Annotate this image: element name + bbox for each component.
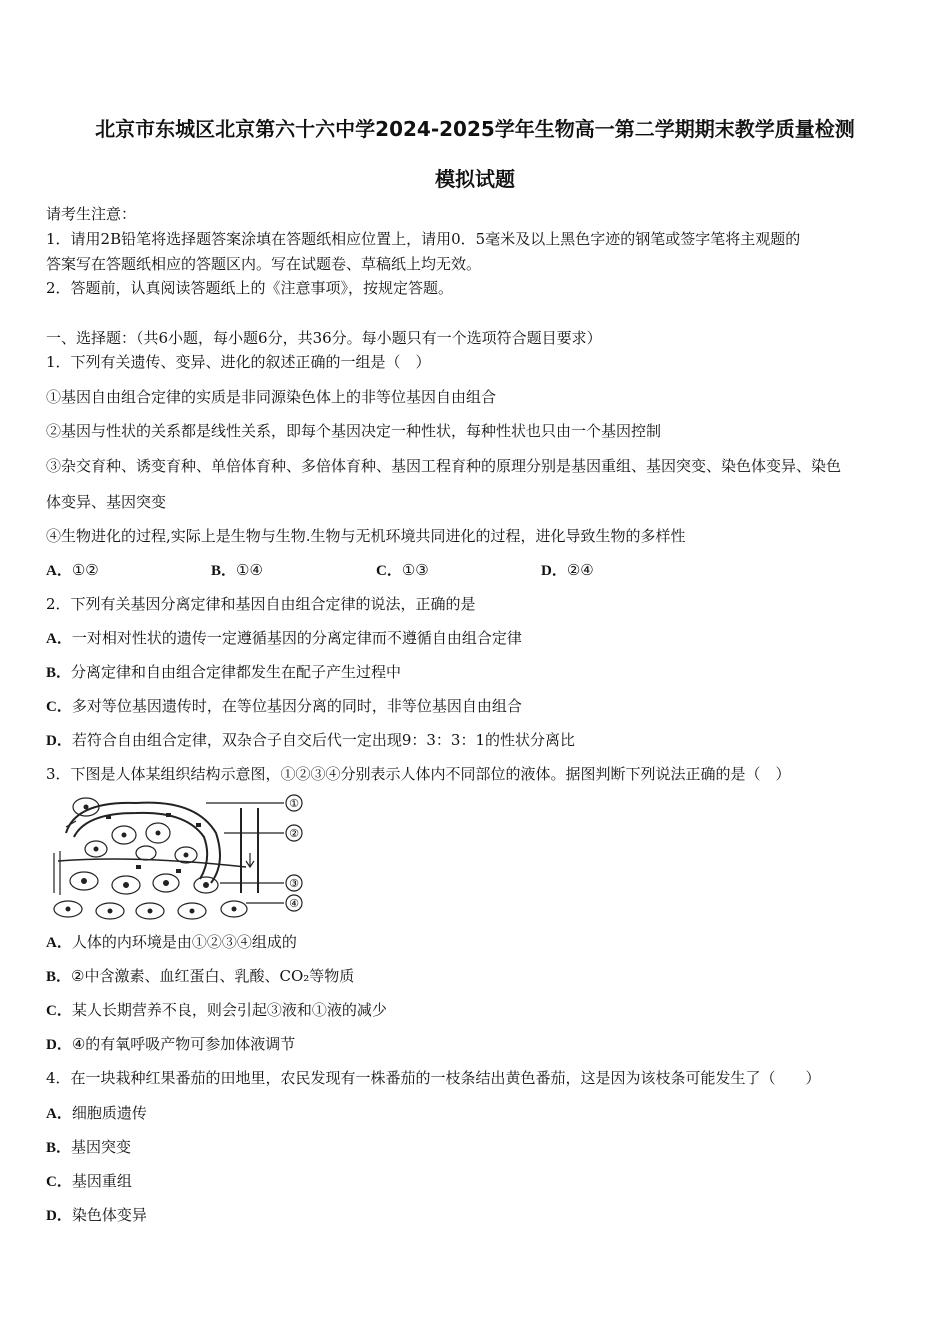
section-heading: 一、选择题：（共6小题，每小题6分，共36分。每小题只有一个选项符合题目要求） [46,329,602,347]
option-text: 染色体变异 [71,1206,147,1224]
q4-option-b[interactable] [46,1136,131,1157]
option-text: 基因突变 [71,1138,132,1156]
notice-item-1b: 答案写在答题纸相应的答题区内。写在试题卷、草稿纸上均无效。 [46,255,482,273]
notice-heading: 请考生注意： [46,205,137,223]
option-label: A． [46,563,72,579]
q3-option-b[interactable] [46,965,354,986]
option-text: 若符合自由组合定律，双杂合子自交后代一定出现9：3：3：1的性状分离比 [71,731,576,749]
q1-option-a[interactable] [46,559,99,580]
q3-option-a[interactable] [46,931,297,952]
q1-option-b[interactable] [211,559,263,580]
option-text: ②中含激素、血红蛋白、乳酸、CO₂等物质 [71,967,355,985]
option-label: D． [541,563,567,579]
option-label: B． [46,665,72,681]
option-text: 一对相对性状的遗传一定遵循基因的分离定律而不遵循自由组合定律 [71,629,522,647]
option-text: 基因重组 [71,1172,132,1190]
option-text: 某人长期营养不良，则会引起③液和①液的减少 [71,1001,387,1019]
option-label: D． [46,1208,72,1224]
tissue-diagram [46,793,316,923]
option-label: A． [46,935,72,951]
option-label: B． [46,969,72,985]
q1-option-c[interactable] [376,559,429,580]
option-label: B． [46,1140,72,1156]
q4-option-c[interactable] [46,1170,132,1191]
q3-option-d[interactable] [46,1033,295,1054]
diagram-label-4: ④ [289,897,299,910]
option-label: C． [46,1003,72,1019]
q3-stem: 3．下图是人体某组织结构示意图，①②③④分别表示人体内不同部位的液体。据图判断下列说法正确的是（ ） [46,765,791,783]
option-text: 分离定律和自由组合定律都发生在配子产生过程中 [71,663,402,681]
q1-statement-4: ④生物进化的过程,实际上是生物与生物.生物与无机环境共同进化的过程，进化导致生物的多样性 [46,527,686,545]
q1-statement-3a: ③杂交育种、诱变育种、单倍体育种、多倍体育种、基因工程育种的原理分别是基因重组、基因突变、染色体变异、染色 [46,457,842,475]
diagram-label-1: ① [289,797,299,810]
option-label: C． [46,1174,72,1190]
page-title: 北京市东城区北京第六十六中学2024-2025学年生物高一第二学期期末教学质量检测 [95,117,855,141]
q4-option-a[interactable] [46,1102,147,1123]
option-label: B． [211,563,237,579]
q2-option-c[interactable] [46,695,522,716]
q2-option-b[interactable] [46,661,401,682]
option-label: D． [46,1037,72,1053]
option-label: A． [46,1106,72,1122]
q2-stem: 2．下列有关基因分离定律和基因自由组合定律的说法，正确的是 [46,595,476,613]
option-text: 多对等位基因遗传时，在等位基因分离的同时，非等位基因自由组合 [71,697,522,715]
option-label: C． [46,699,72,715]
q2-option-a[interactable] [46,627,522,648]
diagram-label-3: ③ [289,877,299,890]
q1-option-d[interactable] [541,559,594,580]
option-text: ②④ [566,561,594,579]
option-text: ④的有氧呼吸产物可参加体液调节 [71,1035,296,1053]
q4-stem: 4．在一块栽种红果番茄的田地里，农民发现有一株番茄的一枝条结出黄色番茄，这是因为该枝条可能发生了（ ） [46,1069,821,1087]
option-text: ①④ [236,561,263,579]
page-subtitle: 模拟试题 [435,167,515,191]
option-label: C． [376,563,402,579]
q1-statement-2: ②基因与性状的关系都是线性关系，即每个基因决定一种性状，每种性状也只由一个基因控制 [46,422,662,440]
option-label: A． [46,631,72,647]
option-text: ①③ [401,561,429,579]
q1-stem: 1．下列有关遗传、变异、进化的叙述正确的一组是（ ） [46,353,431,371]
option-label: D． [46,733,72,749]
q2-option-d[interactable] [46,729,575,750]
q1-statement-1: ①基因自由组合定律的实质是非同源染色体上的非等位基因自由组合 [46,388,497,406]
notice-item-2: 2．答题前，认真阅读答题纸上的《注意事项》，按规定答题。 [46,279,454,297]
option-text: ①② [71,561,99,579]
notice-item-1a: 1．请用2B铅笔将选择题答案涂填在答题纸相应位置上，请用0．5毫米及以上黑色字迹的钢笔或签字笔将主观题的 [46,230,801,248]
q3-option-c[interactable] [46,999,387,1020]
q1-statement-3b: 体变异、基因突变 [46,493,167,511]
option-text: 人体的内环境是由①②③④组成的 [71,933,297,951]
q4-option-d[interactable] [46,1204,147,1225]
option-text: 细胞质遗传 [71,1104,147,1122]
diagram-label-2: ② [289,827,299,840]
